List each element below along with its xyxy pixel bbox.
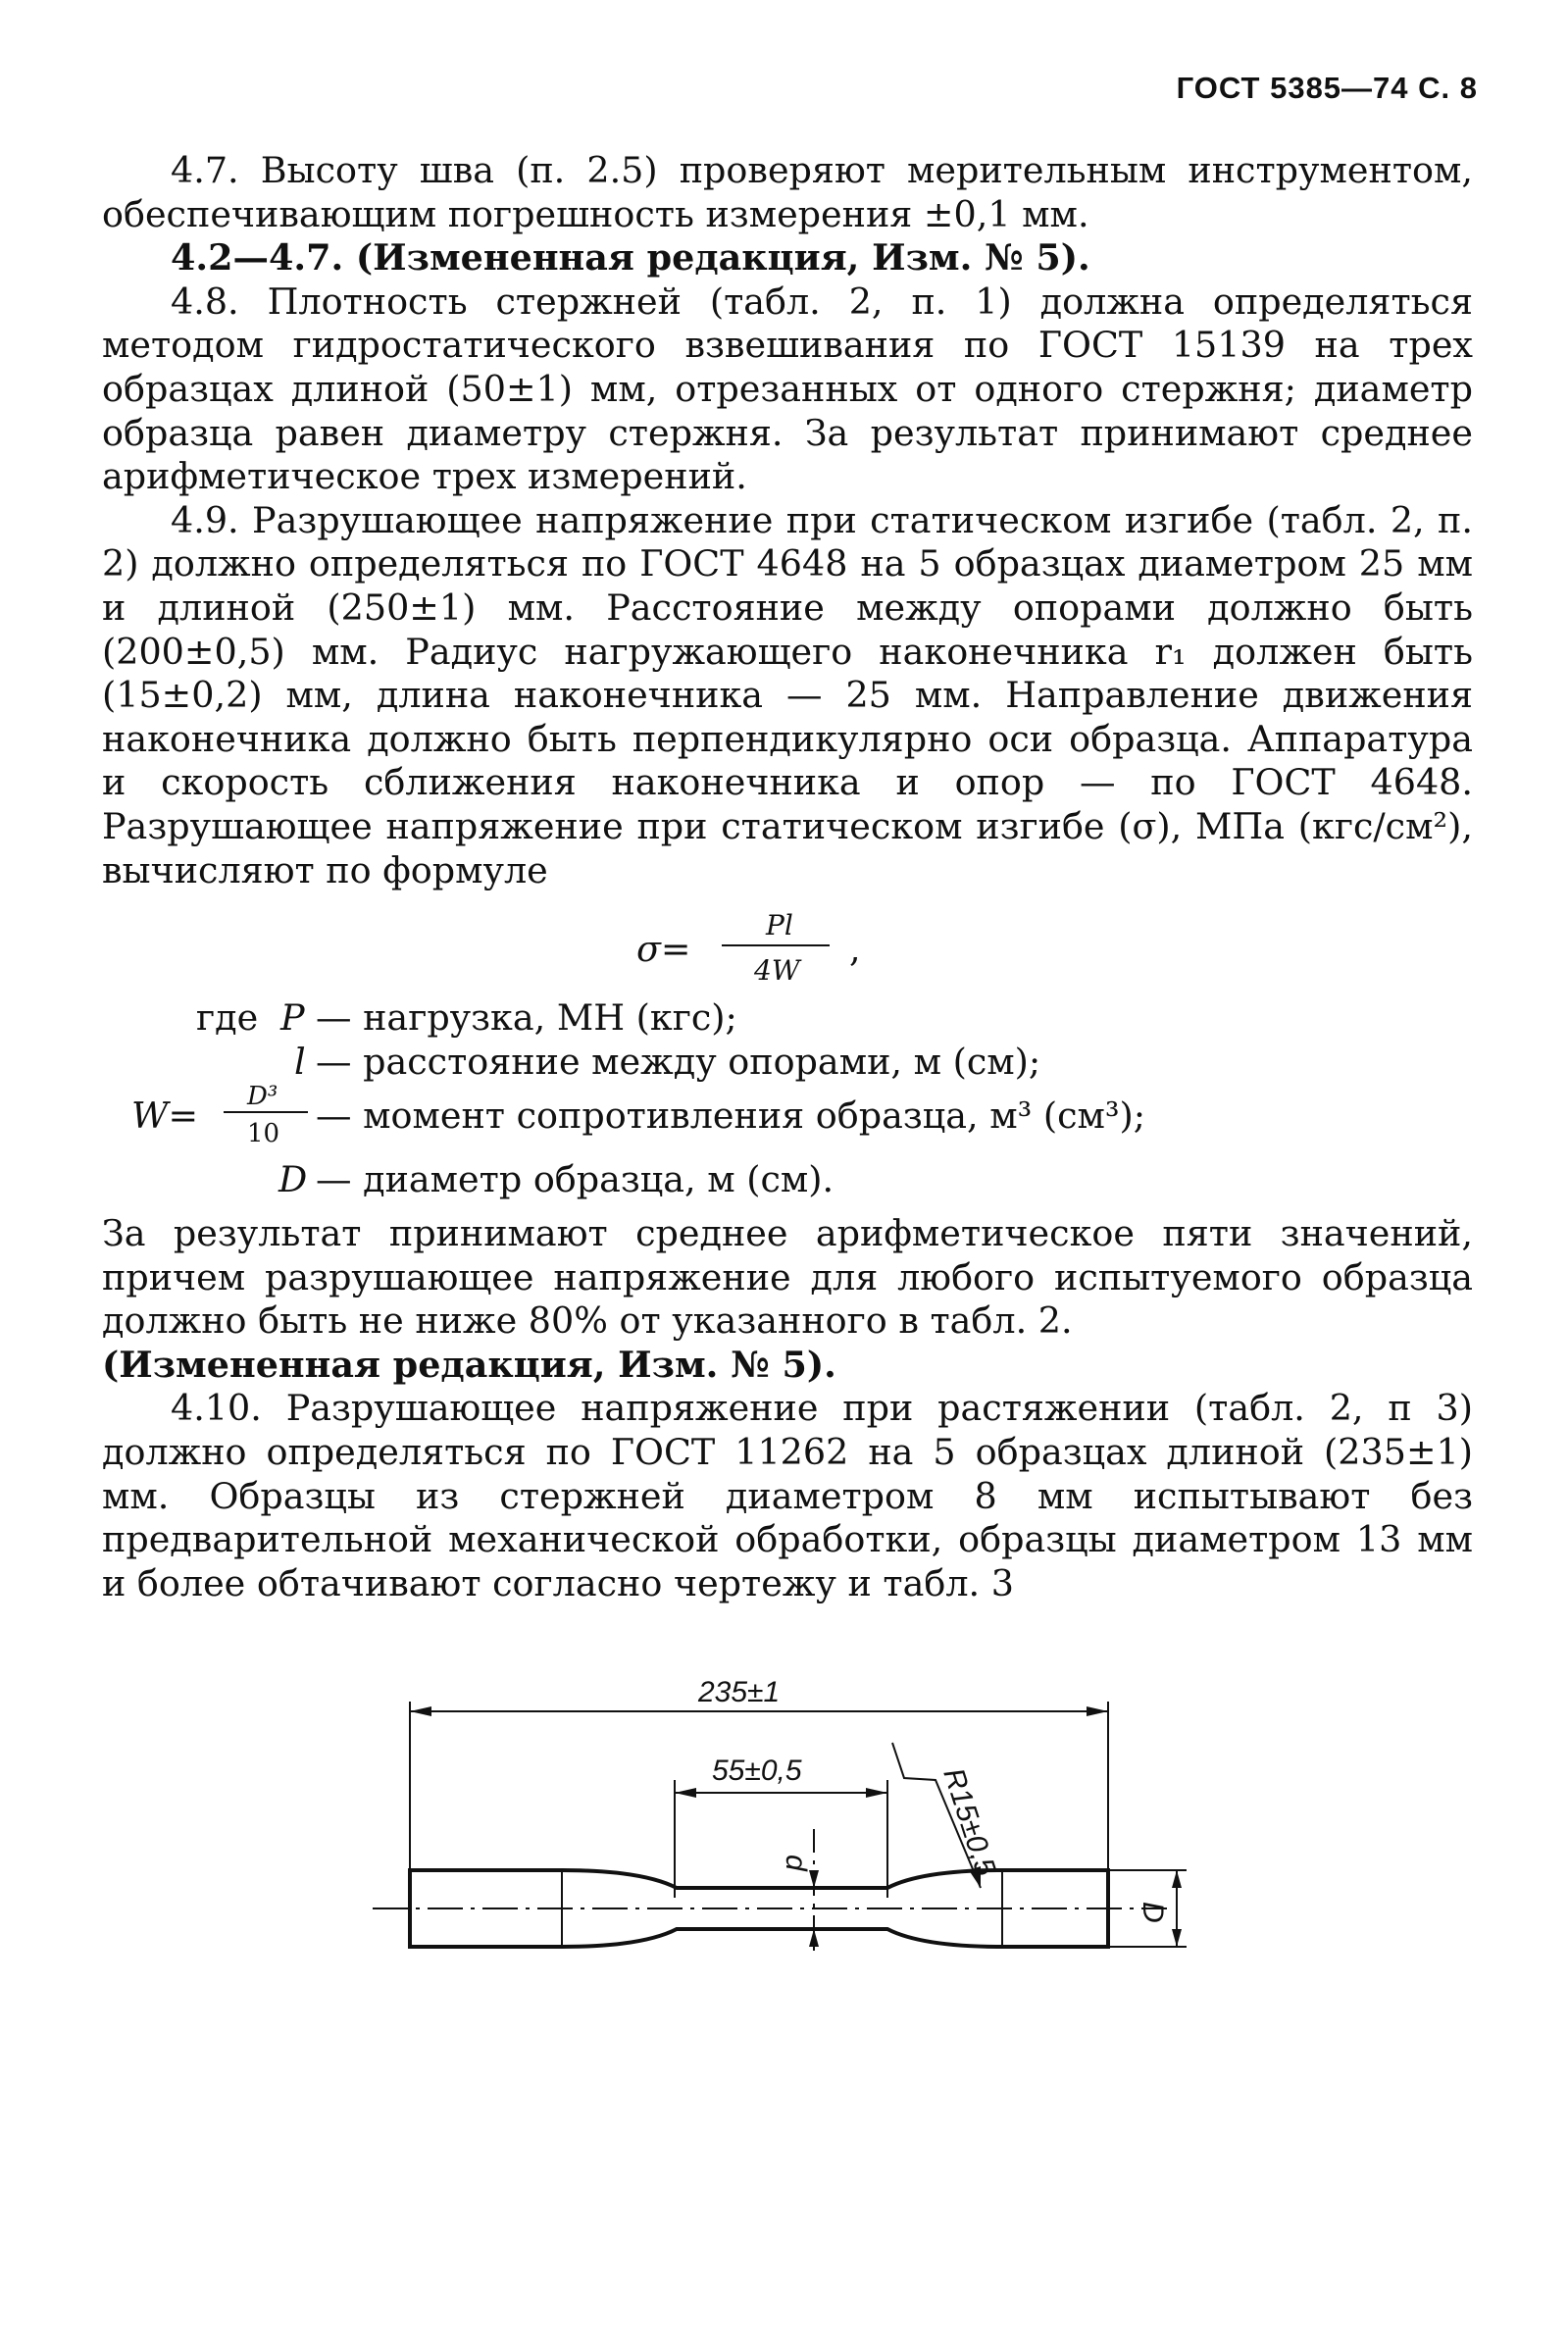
arrow-D-top: [1172, 1870, 1182, 1888]
label-large-D: D: [1137, 1902, 1169, 1923]
document-body: [102, 149, 1473, 1605]
definition-p-symbol: P: [280, 996, 305, 1040]
definition-l-text: — расстояние между опорами, м (см);: [316, 1041, 1041, 1084]
paragraph-4-2-4-7-changed: 4.2—4.7. (Измененная редакция, Изм. № 5).: [171, 236, 1090, 280]
definition-where: где: [196, 996, 259, 1040]
specimen-drawing-svg: [353, 1662, 1216, 1957]
specimen-drawing: [353, 1662, 1216, 1957]
arrow-total-left: [410, 1706, 431, 1716]
arrow-d-top: [809, 1870, 819, 1888]
page-header: ГОСТ 5385—74 С. 8: [1176, 71, 1478, 105]
definition-w-text: — момент сопротивления образца, м³ (см³);: [316, 1094, 1146, 1138]
formula-fraction-bar: [722, 944, 830, 946]
definition-d-symbol: D: [278, 1158, 308, 1201]
dim-total-label: 235±1: [698, 1676, 781, 1708]
formula-definitions: [102, 996, 1473, 1212]
radius-label: R15±0,5: [936, 1763, 1002, 1880]
arrow-total-right: [1087, 1706, 1108, 1716]
paragraph-4-7: 4.7. Высоту шва (п. 2.5) проверяют мерительным инструментом, обеспечивающим погрешность измерения ±0,1 мм.: [102, 149, 1473, 235]
definition-w-denominator: 10: [247, 1119, 280, 1149]
definition-l-symbol: l: [294, 1041, 306, 1084]
definition-p-text: — нагрузка, МН (кгс);: [316, 996, 737, 1040]
formula-denominator: 4W: [754, 954, 800, 988]
arrow-mid-left: [675, 1788, 696, 1798]
formula-tail: ,: [849, 928, 861, 971]
definition-w-numerator: D³: [247, 1082, 278, 1112]
paragraph-changed-edition: (Измененная редакция, Изм. № 5).: [102, 1343, 836, 1386]
dim-mid-label: 55±0,5: [712, 1755, 802, 1787]
arrow-mid-right: [866, 1788, 887, 1798]
formula-sigma: [102, 892, 1473, 996]
arrow-d-bottom: [809, 1929, 819, 1947]
arrow-D-bottom: [1172, 1929, 1182, 1947]
paragraph-4-9: 4.9. Разрушающее напряжение при статическом изгибе (табл. 2, п. 2) должно определяться по ГОСТ 4648 на 5 образцах диаметром 25 мм и длиной (250±1) мм. Расстояние между опорами должно быть (200±0,5) мм. Радиус нагружающего наконечника r₁ должен быть (15±0,2) мм, длина наконечника — 25 мм. Направление движения наконечника должно быть перпендикулярно оси образца. Аппаратура и скорость сближения наконечника и опор — по ГОСТ 4648. Разрушающее напряжение при статическом изгибе (σ), МПа (кгс/см²), вычисляют по формуле: [102, 498, 1473, 891]
paragraph-4-8: 4.8. Плотность стержней (табл. 2, п. 1) должна определяться методом гидростатического взвешивания по ГОСТ 15139 на трех образцах длиной (50±1) мм, отрезанных от одного стержня; диаметр образца равен диаметру стержня. За результат принимают среднее арифметическое трех измерений.: [102, 280, 1473, 498]
formula-lhs: σ=: [636, 928, 691, 971]
definition-w-symbol: W=: [131, 1094, 199, 1138]
paragraph-4-10: 4.10. Разрушающее напряжение при растяжении (табл. 2, п 3) должно определяться по ГОСТ 11262 на 5 образцах длиной (235±1) мм. Образцы из стержней диаметром 8 мм испытывают без предварительной механической обработки, образцы диаметром 13 мм и более обтачивают согласно чертежу и табл. 3: [102, 1387, 1473, 1604]
paragraph-result: За результат принимают среднее арифметическое пяти значений, причем разрушающее напряжение для любого испытуемого образца должно быть не ниже 80% от указанного в табл. 2.: [102, 1212, 1473, 1343]
definition-d-text: — диаметр образца, м (см).: [316, 1158, 835, 1201]
formula-numerator: Pl: [766, 909, 793, 942]
label-small-d: d: [780, 1855, 812, 1871]
